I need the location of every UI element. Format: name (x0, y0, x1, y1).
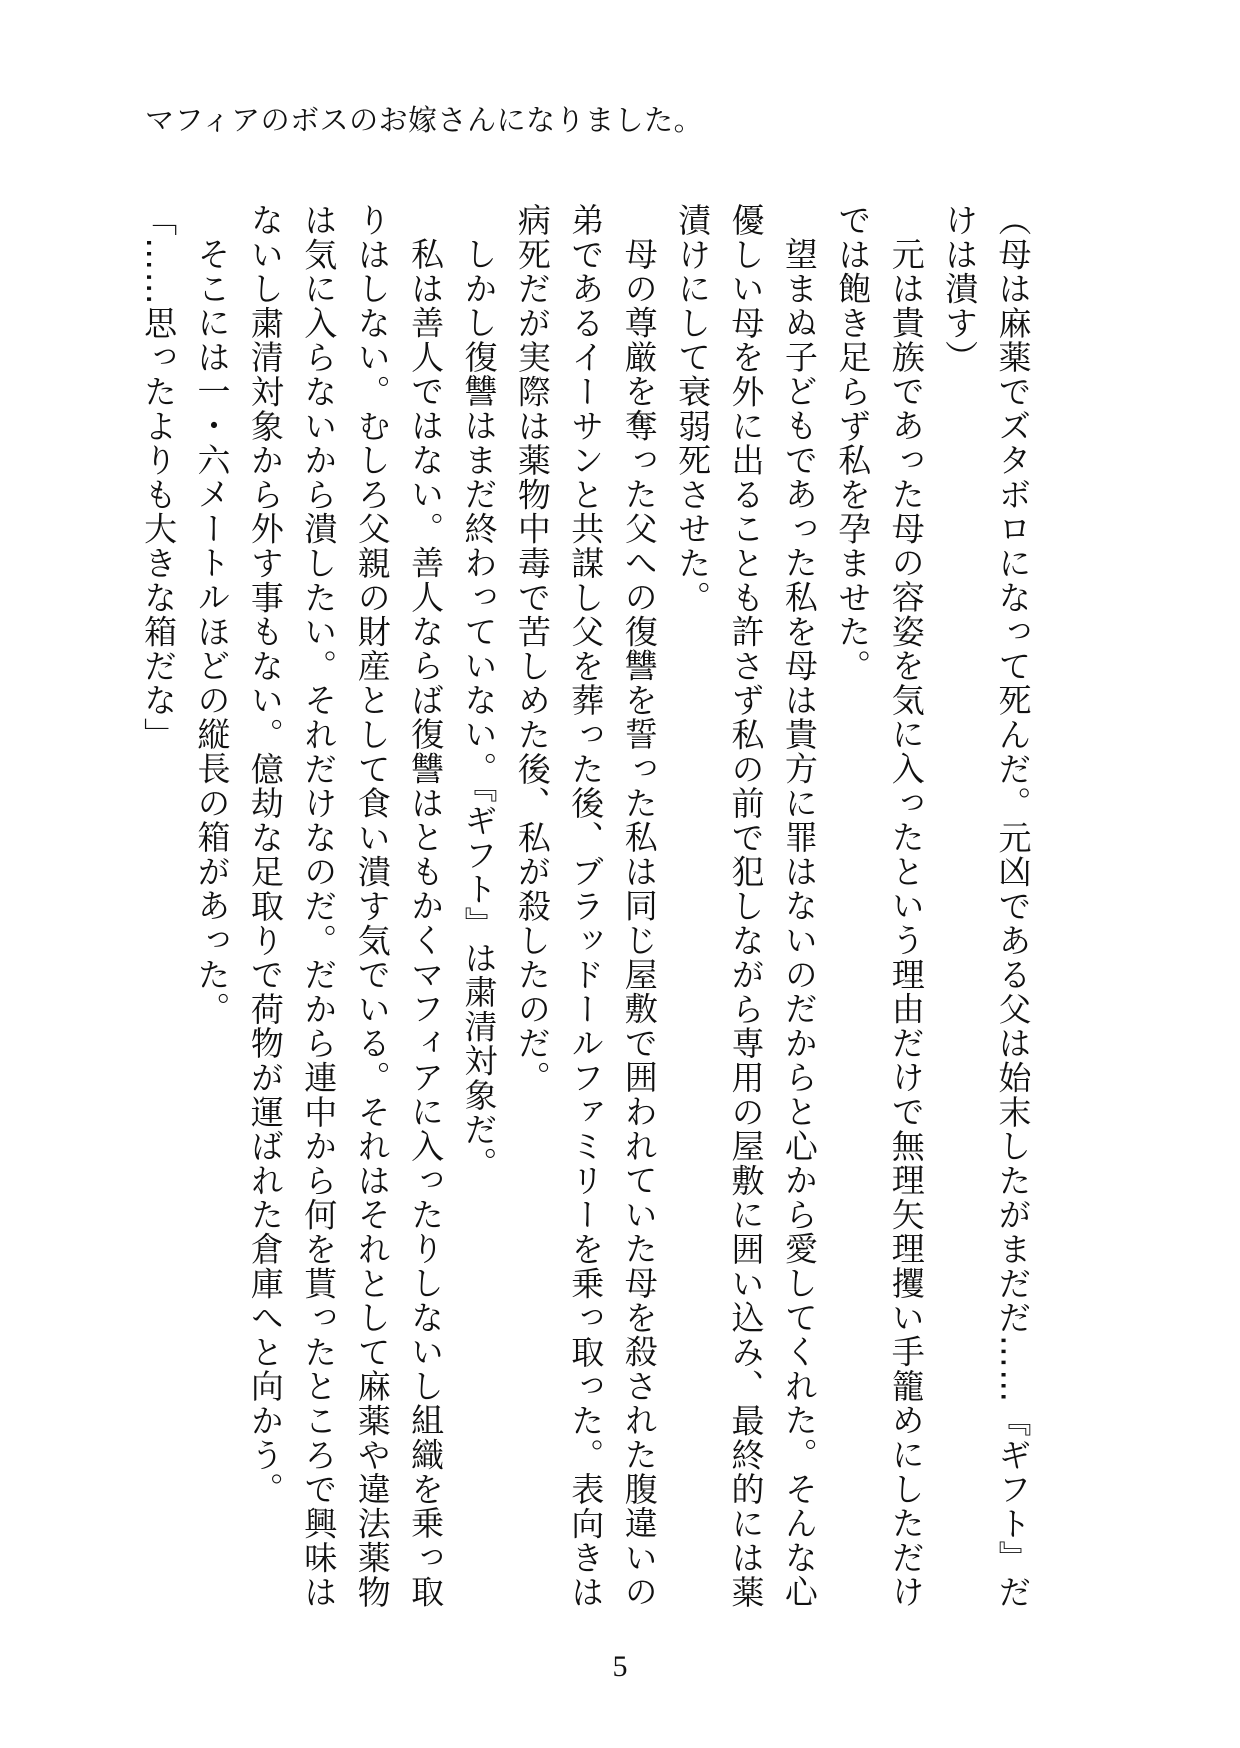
text-column: しかし復讐はまだ終わっていない。『ギフト』は粛清対象だ。 (459, 237, 499, 1182)
text-column: 私は善人ではない。善人ならば復讐はともかくマフィアに入ったりしないし組織を乗っ取 (406, 237, 446, 1610)
text-column: 優しい母を外に出ることも許さず私の前で犯しながら専用の屋敷に囲い込み、最終的には薬 (726, 203, 766, 1610)
text-column: 母の尊厳を奪った父への復讐を誓った私は同じ屋敷で囲われていた母を殺された腹違いの (619, 237, 659, 1610)
text-column: 「……思ったよりも大きな箱だな」 (139, 203, 179, 752)
running-header: マフィアのボスのお嫁さんになりました。 (145, 103, 704, 137)
text-column: そこには一・六メートルほどの縦長の箱があった。 (192, 237, 232, 1027)
text-column: ないし粛清対象から外す事もない。億劫な足取りで荷物が運ばれた倉庫へと向かう。 (245, 203, 285, 1507)
text-column: りはしない。むしろ父親の財産として食い潰す気でいる。それはそれとして麻薬や違法薬物 (352, 203, 392, 1610)
text-column: 望まぬ子どもであった私を母は貴方に罪はないのだからと心から愛してくれた。そんな心 (779, 237, 819, 1610)
text-column: は気に入らないから潰したい。それだけなのだ。だから連中から何を貰ったところで興味は (299, 203, 339, 1610)
text-column: 病死だが実際は薬物中毒で苦しめた後、私が殺したのだ。 (512, 203, 552, 1095)
text-column: 弟であるイーサンと共謀し父を葬った後、ブラッドールファミリーを乗っ取った。表向きは (566, 203, 606, 1610)
page-number: 5 (612, 1650, 628, 1683)
text-column: 漬けにして衰弱死させた。 (673, 203, 713, 615)
text-column: （母は麻薬でズタボロになって死んだ。元凶である父は始末したがまだだ……『ギフト』だ (993, 203, 1033, 1610)
text-column: では飽き足らず私を孕ませた。 (833, 203, 873, 684)
text-column: 元は貴族であった母の容姿を気に入ったという理由だけで無理矢理攫い手籠めにしただけ (886, 237, 926, 1610)
text-column: けは潰す） (940, 203, 980, 375)
